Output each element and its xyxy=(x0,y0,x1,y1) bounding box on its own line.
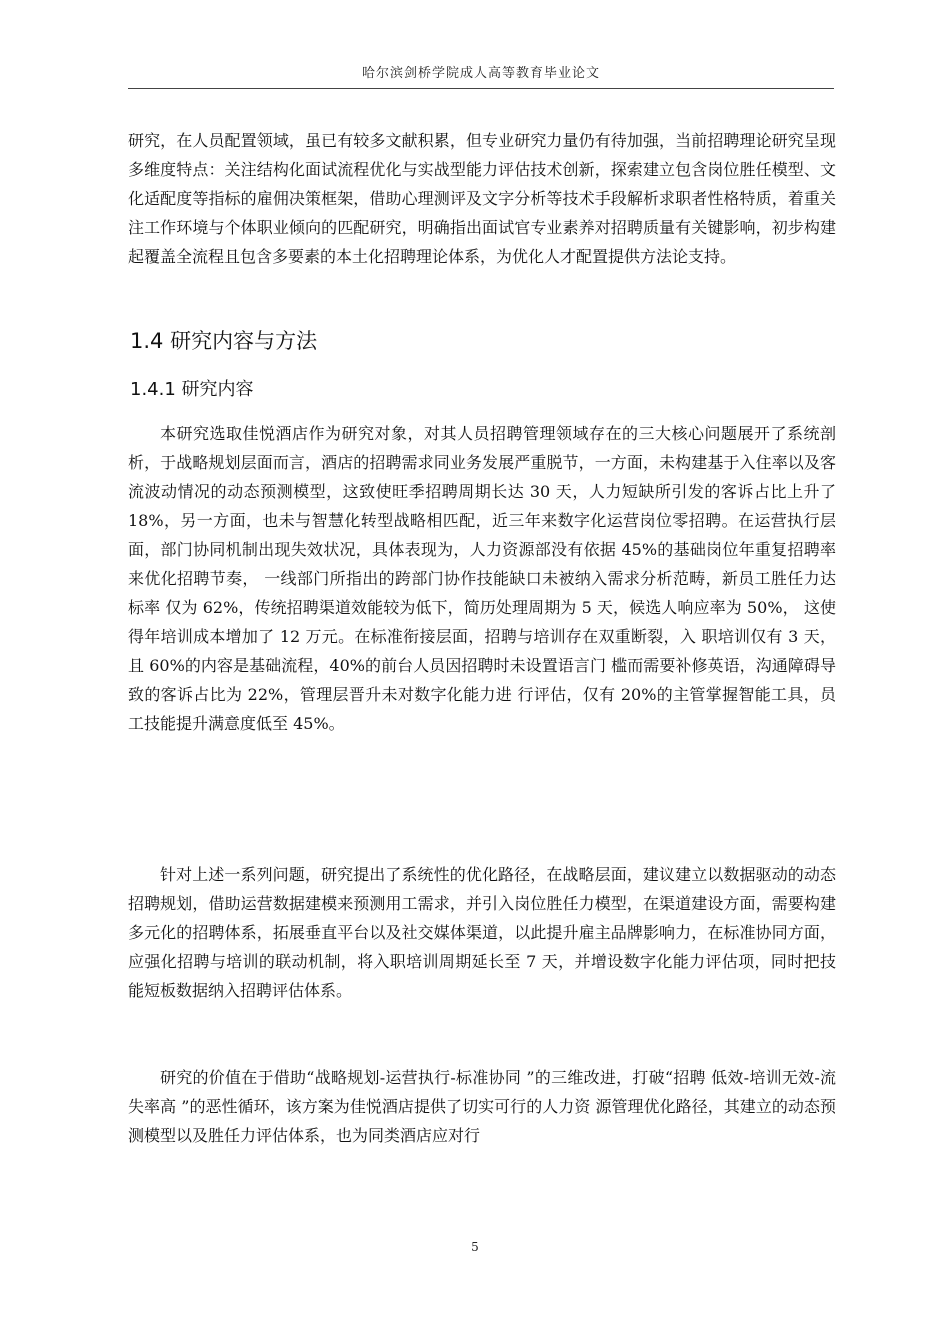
paragraph-solutions: 针对上述一系列问题，研究提出了系统性的优化路径，在战略层面，建议建立以数据驱动的动态招聘规划，借助运营数据建模来预测用工需求，并引入岗位胜任力模型，在渠道建设方面，需要构建多元化的招聘体系，拓展垂直平台以及社交媒体渠道，以此提升雇主品牌影响力，在标准协同方面，应强化招聘与培训的联动机制，将入职培训周期延长至 7 天，并增设数字化能力评估项，同时把技能短板数据纳入招聘评估体系。 xyxy=(128,865,836,1000)
paragraph-intro: 研究，在人员配置领域，虽已有较多文献积累，但专业研究力量仍有待加强，当前招聘理论研究呈现多维度特点：关注结构化面试流程优化与实战型能力评估技术创新，探索建立包含岗位胜任模型、文化适配度等指标的雇佣决策框架，借助心理测评及文字分析等技术手段解析求职者性格特质，着重关注工作环境与个体职业倾向的匹配研究，明确指出面试官专业素养对招聘质量有关键影响，初步构建起覆盖全流程且包含多要素的本土化招聘理论体系，为优化人才配置提供方法论支持。 xyxy=(128,131,836,266)
running-header: 哈尔滨剑桥学院成人高等教育毕业论文 xyxy=(361,66,600,81)
paragraph-value: 研究的价值在于借助“战略规划-运营执行-标准协同 ”的三维改进，打破“招聘 低效-培训无效-流失率高 ”的恶性循环，该方案为佳悦酒店提供了切实可行的人力资 源管理优化路径，其建立的动态预测模型以及胜任力评估体系，也为同类酒店应对行 xyxy=(128,1068,836,1145)
subsection-heading: 1.4.1 研究内容 xyxy=(130,379,254,400)
section-heading: 1.4 研究内容与方法 xyxy=(130,329,318,353)
paragraph-problems: 本研究选取佳悦酒店作为研究对象，对其人员招聘管理领域存在的三大核心问题展开了系统剖析，于战略规划层面而言，酒店的招聘需求同业务发展严重脱节，一方面，未构建基于入住率以及客流波动情况的动态预测模型，这致使旺季招聘周期长达 30 天，人力短缺所引发的客诉占比上升了 18%，另一方面，也未与智慧化转型战略相匹配，近三年来数字化运营岗位零招聘。在运营执行层面，部门协同机制出现失效状况，具体表现为，人力资源部没有依据 45%的基础岗位年重复招聘率来优化招聘节奏， 一线部门所指出的跨部门协作技能缺口未被纳入需求分析范畴，新员工胜任力达标率 仅为 62%，传统招聘渠道效能较为低下，简历处理周期为 5 天，候选人响应率为 50%， 这使得年培训成本增加了 12 万元。在标准衔接层面，招聘与培训存在双重断裂，入 职培训仅有 3 天，且 60%的内容是基础流程，40%的前台人员因招聘时未设置语言门 槛而需要补修英语，沟通障碍导致的客诉占比为 22%，管理层晋升未对数字化能力进 行评估，仅有 20%的主管掌握智能工具，员工技能提升满意度低至 45%。 xyxy=(128,424,836,733)
header-rule xyxy=(128,88,834,89)
page-number: 5 xyxy=(471,1240,479,1254)
